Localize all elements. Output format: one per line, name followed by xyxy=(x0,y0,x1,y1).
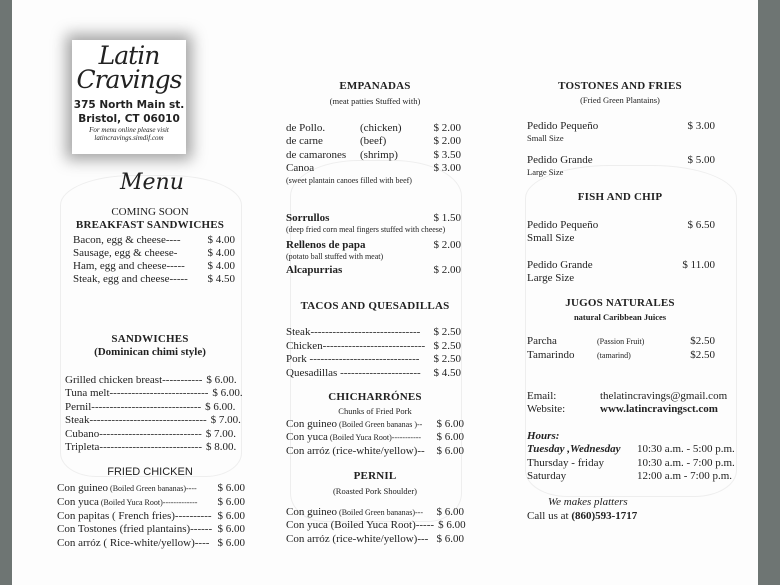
item-price: $2.50 xyxy=(690,335,715,347)
hours-time: 12:00 a.m - 7:00 p.m. xyxy=(637,470,733,482)
item-name: Pedido Grande xyxy=(527,259,593,271)
item-price: $ 4.00 xyxy=(207,247,235,259)
item-name: Pedido Pequeño xyxy=(527,219,599,231)
logo-line2: Cravings xyxy=(76,65,182,94)
breakfast-heading: BREAKFAST SANDWICHES xyxy=(75,219,225,231)
item-name: Steak-------------------------------- xyxy=(65,414,207,427)
menu-item xyxy=(65,441,236,454)
item-note: (Boiled Yuca Root)------------- xyxy=(98,497,198,507)
item-name: Con papitas ( French fries)---------- xyxy=(57,509,212,522)
item-price: $ 2.50 xyxy=(433,353,461,366)
menu-item xyxy=(286,135,461,148)
menu-item xyxy=(73,247,235,260)
item-name: Con arróz (rice-white/yellow)--- xyxy=(286,532,429,545)
item-name: Parcha xyxy=(527,335,557,347)
item-price: $ 6.00 xyxy=(217,509,245,522)
menu-item xyxy=(527,335,715,348)
pernil-subtitle: (Roasted Pork Shoulder) xyxy=(332,486,418,496)
item-description: (tamarind) xyxy=(597,350,631,360)
item-name: Cubano---------------------------- xyxy=(65,427,202,440)
hours-days: Tuesday ,Wednesday xyxy=(527,443,621,455)
email-label: Email: xyxy=(527,390,557,402)
menu-item xyxy=(286,326,461,339)
item-note: (Boiled Green bananas)--- xyxy=(337,508,423,517)
item-size: Large Size xyxy=(527,167,564,177)
menu-item xyxy=(527,120,715,143)
chicharrones-heading: CHICHARRÓNES xyxy=(328,391,422,403)
menu-item xyxy=(286,122,461,135)
menu-item xyxy=(57,537,245,550)
item-price: $ 1.50 xyxy=(433,212,461,224)
menu-item xyxy=(527,219,715,244)
item-name: de camarones xyxy=(286,148,347,161)
item-name: Sausage, egg & cheese- xyxy=(73,247,178,259)
item-price: $ 6.00 xyxy=(438,519,466,532)
chicharrones-subtitle: Chunks of Fried Pork xyxy=(338,406,412,416)
item-price: $ 4.00 xyxy=(207,260,235,272)
item-name: Tuna melt--------------------------- xyxy=(65,387,209,400)
tostones-heading: TOSTONES AND FRIES xyxy=(558,80,682,92)
item-size: Small Size xyxy=(527,133,564,143)
item-name: Ham, egg and cheese----- xyxy=(73,260,185,272)
item-name: Con guineo xyxy=(286,418,338,430)
menu-item xyxy=(65,428,236,441)
item-price: $ 6.00. xyxy=(206,374,237,386)
item-price: $ 6.00 xyxy=(217,482,245,494)
pernil-heading: PERNIL xyxy=(353,470,397,482)
item-price: $ 6.00. xyxy=(212,387,243,400)
item-name: de carne xyxy=(286,135,323,148)
item-note: (potato ball stuffed with meat) xyxy=(286,252,384,261)
menu-item xyxy=(286,239,461,252)
item-description: (Passion Fruit) xyxy=(597,337,645,346)
menu-item xyxy=(286,431,464,444)
menu-item xyxy=(286,367,461,380)
item-name: Tripleta---------------------------- xyxy=(65,441,202,453)
item-name: Pork ------------------------------ xyxy=(286,353,420,366)
item-price: $ 3.00 xyxy=(433,162,461,175)
online-note: For menu online please visit xyxy=(89,126,169,134)
item-price: $ 6.00 xyxy=(436,506,464,518)
item-price: $ 3.50 xyxy=(433,148,461,161)
item-price: $ 2.50 xyxy=(433,339,461,352)
item-name: Pedido Grande xyxy=(527,154,593,166)
item-price: $ 6.00. xyxy=(205,400,236,413)
right-border xyxy=(758,0,780,585)
item-size: Large Size xyxy=(527,272,575,284)
logo xyxy=(72,40,186,154)
item-description: (shrimp) xyxy=(360,148,398,161)
menu-item xyxy=(57,496,245,509)
jugos-subtitle: natural Caribbean Juices xyxy=(573,312,667,322)
item-price: $ 3.00 xyxy=(687,120,715,132)
call-label: Call us at xyxy=(527,510,569,522)
item-name: Steak, egg and cheese----- xyxy=(73,273,188,285)
menu-item xyxy=(73,273,235,286)
sandwiches-subtitle: (Dominican chimi style) xyxy=(94,346,206,358)
menu-item xyxy=(286,340,461,353)
fried-chicken-heading: FRIED CHICKEN xyxy=(107,466,193,478)
menu-item xyxy=(65,374,237,387)
address-line1: 375 North Main st. xyxy=(73,99,185,111)
menu-item xyxy=(286,418,464,431)
item-price: $2.50 xyxy=(690,348,715,361)
item-price: $ 6.00 xyxy=(217,495,245,508)
tacos-heading: TACOS AND QUESADILLAS xyxy=(300,300,450,312)
item-name: Canoa xyxy=(286,162,315,175)
hours-heading: Hours: xyxy=(527,430,560,442)
item-price: $ 6.00 xyxy=(217,523,245,536)
item-name: Con yuca xyxy=(286,431,328,444)
item-price: $ 6.00 xyxy=(436,431,464,444)
sandwiches-heading: SANDWICHES xyxy=(111,333,189,345)
menu-item xyxy=(286,149,461,162)
item-price: $ 7.00. xyxy=(210,414,241,427)
menu-item xyxy=(65,414,241,427)
logo-line1: Latin xyxy=(98,41,160,70)
item-note: (Boiled Green bananas )-- xyxy=(337,420,423,429)
phone-number[interactable]: (860)593-1717 xyxy=(571,510,638,522)
jugos-heading: JUGOS NATURALES xyxy=(565,297,675,309)
canoa-note: (sweet plantain canoes filled with beef) xyxy=(286,176,412,185)
item-name: Chicken---------------------------- xyxy=(286,339,426,352)
coming-soon: COMING SOON xyxy=(111,206,189,218)
item-name: Bacon, egg & cheese---- xyxy=(73,234,181,246)
menu-item xyxy=(57,523,245,536)
item-note: (Boiled Yuca Root)----------- xyxy=(327,433,422,443)
hours-row xyxy=(527,470,732,483)
website-link[interactable]: www.latincravingsct.com xyxy=(600,403,718,415)
item-name: Tamarindo xyxy=(527,348,575,361)
item-price: $ 4.00 xyxy=(207,234,235,246)
item-description: (beef) xyxy=(360,135,387,148)
menu-item xyxy=(527,349,715,362)
item-name: Rellenos de papa xyxy=(286,239,366,251)
menu-item xyxy=(527,259,715,284)
hours-row xyxy=(527,443,735,456)
left-border xyxy=(0,0,12,585)
item-price: $ 6.00 xyxy=(436,418,464,430)
item-name: Con guineo xyxy=(286,506,338,518)
hours-time: 10:30 a.m. - 7:00 p.m. xyxy=(637,456,735,469)
tostones-subtitle: (Fried Green Plantains) xyxy=(580,95,660,105)
item-price: $ 5.00 xyxy=(687,154,715,166)
item-name: Pedido Pequeño xyxy=(527,120,599,132)
menu-item xyxy=(286,212,461,225)
item-price: $ 11.00 xyxy=(682,259,715,271)
hours-time: 10:30 a.m. - 5:00 p.m. xyxy=(637,443,735,455)
menu-item xyxy=(286,445,464,458)
email-link[interactable]: thelatincravings@gmail.com xyxy=(600,390,728,402)
item-price: $ 6.50 xyxy=(687,219,715,231)
item-price: $ 4.50 xyxy=(433,366,461,379)
menu-item xyxy=(286,353,461,366)
item-price: $ 2.00 xyxy=(433,239,461,251)
item-name: Alcapurrias xyxy=(286,264,343,276)
menu-item xyxy=(65,387,243,400)
menu-item xyxy=(286,506,464,519)
item-name: Con guineo xyxy=(57,482,109,494)
hours-days: Thursday - friday xyxy=(527,456,604,469)
item-name: Con Tostones (fried plantains)------ xyxy=(57,523,213,536)
call-us xyxy=(527,510,637,522)
menu-item xyxy=(73,260,235,273)
item-price: $ 2.00 xyxy=(433,122,461,134)
item-price: $ 7.00. xyxy=(205,427,237,440)
hours-row xyxy=(527,457,735,470)
item-name: Sorrullos xyxy=(286,212,330,224)
item-price: $ 2.50 xyxy=(433,326,461,338)
menu-item xyxy=(286,533,464,546)
menu-item xyxy=(286,162,461,175)
item-name: Pernil------------------------------ xyxy=(65,400,202,413)
item-price: $ 2.00 xyxy=(433,264,461,276)
item-name: de Pollo. xyxy=(286,122,326,134)
item-note: (deep fried corn meal fingers stuffed with cheese) xyxy=(286,225,446,234)
platters-note: We makes platters xyxy=(548,496,628,508)
item-name: Con arróz (rice-white/yellow)-- xyxy=(286,444,425,457)
item-name: Con arróz ( Rice-white/yellow)---- xyxy=(57,537,210,550)
item-size: Small Size xyxy=(527,232,575,244)
hours-days: Saturday xyxy=(527,470,567,482)
fish-heading: FISH AND CHIP xyxy=(577,191,663,203)
menu-title: Menu xyxy=(120,170,184,195)
menu-item xyxy=(286,264,461,277)
item-price: $ 4.50 xyxy=(207,273,235,285)
item-price: $ 6.00 xyxy=(436,532,464,545)
item-name: Steak------------------------------ xyxy=(286,326,421,338)
menu-item xyxy=(527,154,715,177)
item-price: $ 6.00 xyxy=(217,537,245,550)
menu-item xyxy=(57,482,245,495)
item-note: (Boiled Green bananas)---- xyxy=(108,484,197,493)
item-name: Con yuca xyxy=(57,495,99,508)
menu-item xyxy=(73,234,235,247)
item-name: Quesadillas ---------------------- xyxy=(286,366,421,379)
menu-item xyxy=(286,519,466,532)
website-label: Website: xyxy=(527,403,566,415)
address-line2: Bristol, CT 06010 xyxy=(78,113,180,125)
item-name: Grilled chicken breast----------- xyxy=(65,374,203,386)
item-price: $ 2.00 xyxy=(433,135,461,148)
item-description: (chicken) xyxy=(360,122,402,134)
menu-item xyxy=(57,510,245,523)
item-price: $ 8.00. xyxy=(206,441,237,453)
item-name: Con yuca (Boiled Yuca Root)----- xyxy=(286,519,435,532)
empanadas-heading: EMPANADAS xyxy=(339,80,411,92)
online-url: latincravings.simdif.com xyxy=(94,134,164,142)
empanadas-subtitle: (meat patties Stuffed with) xyxy=(329,96,421,106)
item-price: $ 6.00 xyxy=(436,444,464,457)
menu-item xyxy=(65,401,235,414)
